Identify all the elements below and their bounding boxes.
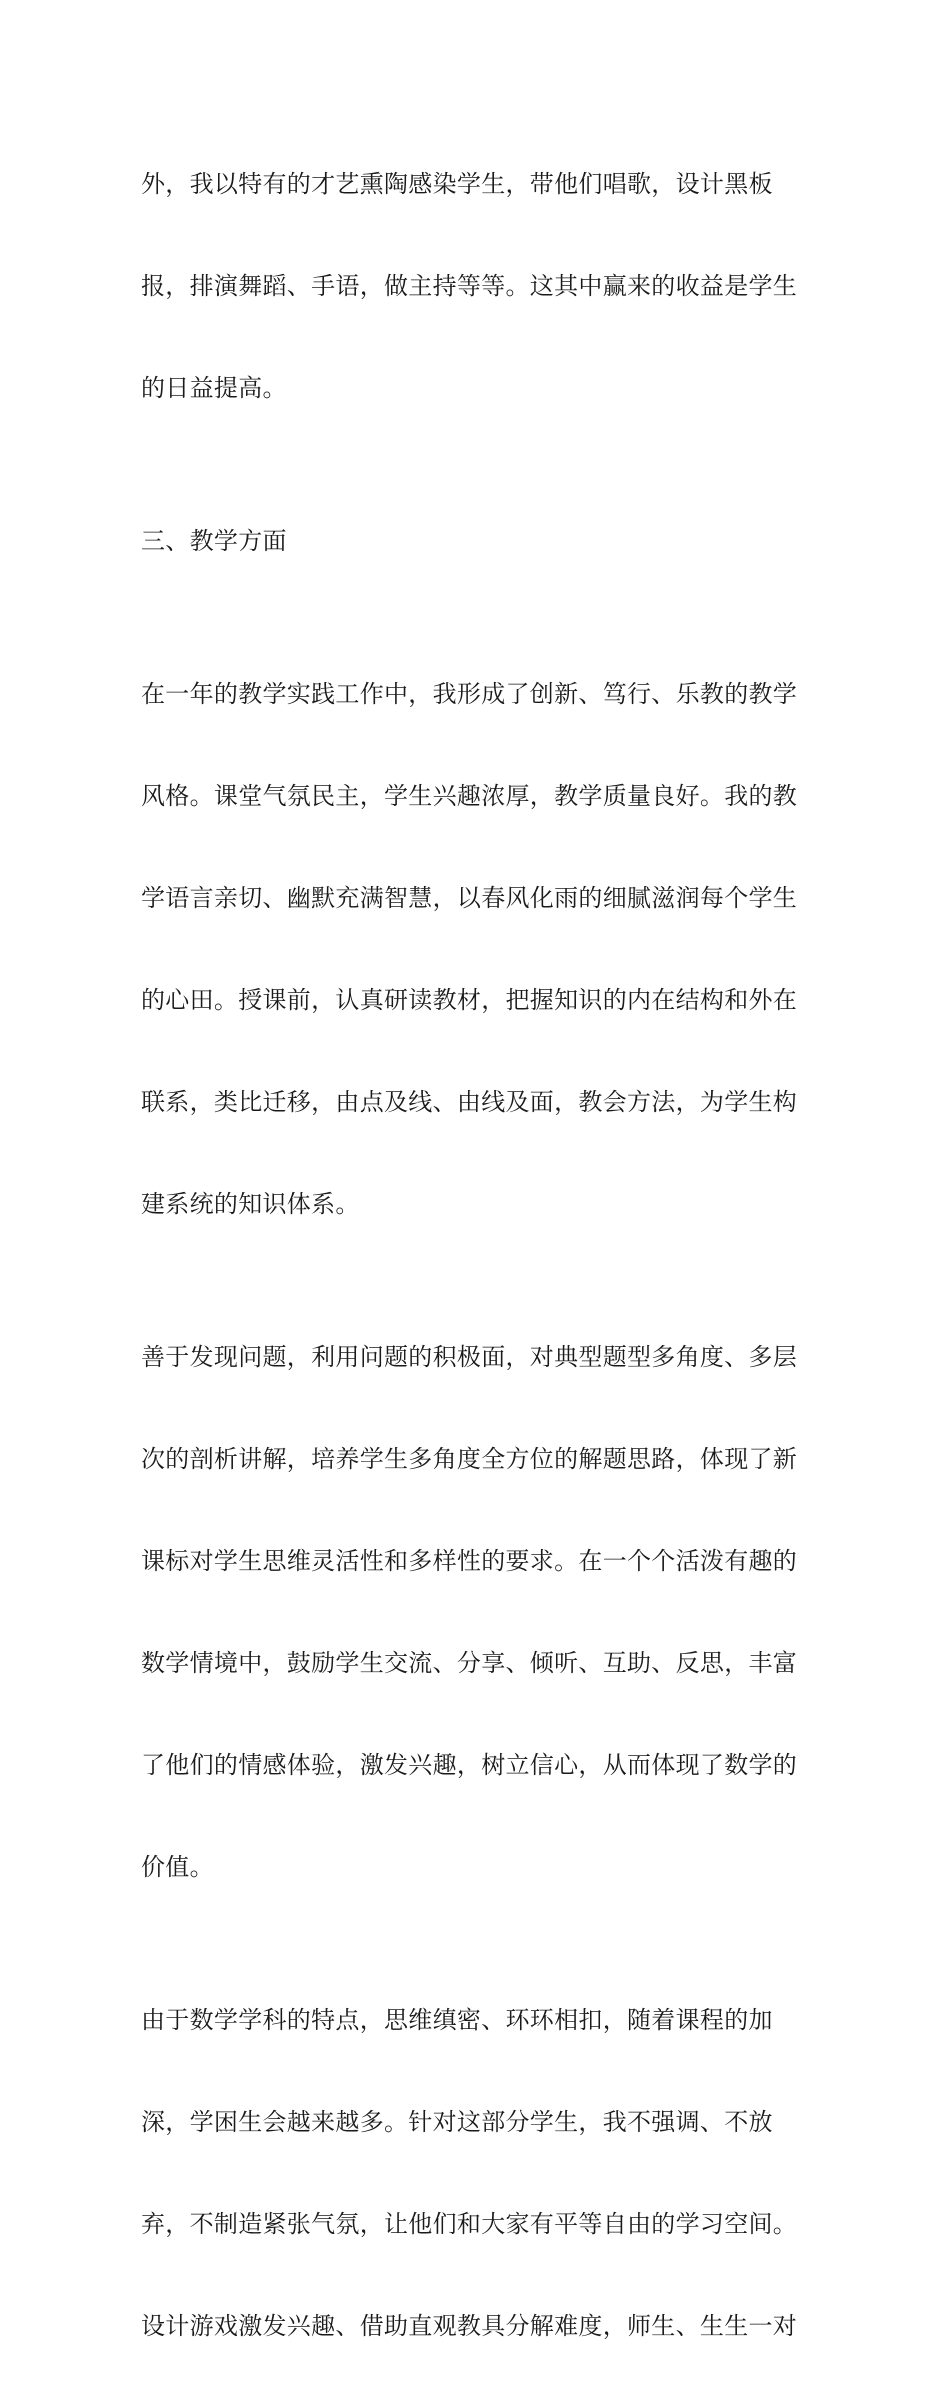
paragraph-struggling-students: [141, 1944, 813, 2403]
text-line: 建系统的知识体系。: [141, 1190, 360, 1218]
document-body: [141, 108, 813, 2403]
text-line: 的心田。授课前，认真研读教材，把握知识的内在结构和外在: [141, 986, 798, 1014]
text-line: 课标对学生思维灵活性和多样性的要求。在一个个活泼有趣的: [141, 1547, 798, 1575]
text-line: 深，学困生会越来越多。针对这部分学生，我不强调、不放: [141, 2108, 773, 2136]
text-line: 外，我以特有的才艺熏陶感染学生，带他们唱歌，设计黑板: [141, 170, 773, 198]
text-line: 善于发现问题，利用问题的积极面，对典型题型多角度、多层: [141, 1343, 798, 1371]
text-line: 数学情境中，鼓励学生交流、分享、倾听、互助、反思，丰富: [141, 1649, 798, 1677]
text-line: 在一年的教学实践工作中，我形成了创新、笃行、乐教的教学: [141, 680, 798, 708]
paragraph-problem-solving: [141, 1281, 813, 1944]
text-line: 了他们的情感体验，激发兴趣，树立信心，从而体现了数学的: [141, 1751, 798, 1779]
text-line: 报，排演舞蹈、手语，做主持等等。这其中赢来的收益是学生: [141, 272, 798, 300]
text-line: 由于数学学科的特点，思维缜密、环环相扣，随着课程的加: [141, 2006, 773, 2034]
paragraph-continuation: [141, 108, 813, 465]
section-heading-text: 三、教学方面: [141, 527, 287, 555]
text-line: 风格。课堂气氛民主，学生兴趣浓厚，教学质量良好。我的教: [141, 782, 798, 810]
text-line: 次的剖析讲解，培养学生多角度全方位的解题思路，体现了新: [141, 1445, 798, 1473]
text-line: 弃，不制造紧张气氛，让他们和大家有平等自由的学习空间。: [141, 2210, 798, 2238]
paragraph-teaching-style: [141, 618, 813, 1281]
text-line: 设计游戏激发兴趣、借助直观教具分解难度，师生、生生一对: [141, 2312, 798, 2340]
text-line: 联系，类比迁移，由点及线、由线及面，教会方法，为学生构: [141, 1088, 798, 1116]
text-line: 的日益提高。: [141, 374, 287, 402]
text-line: 学语言亲切、幽默充满智慧，以春风化雨的细腻滋润每个学生: [141, 884, 798, 912]
text-line: 价值。: [141, 1853, 214, 1881]
section-heading: [141, 465, 813, 618]
